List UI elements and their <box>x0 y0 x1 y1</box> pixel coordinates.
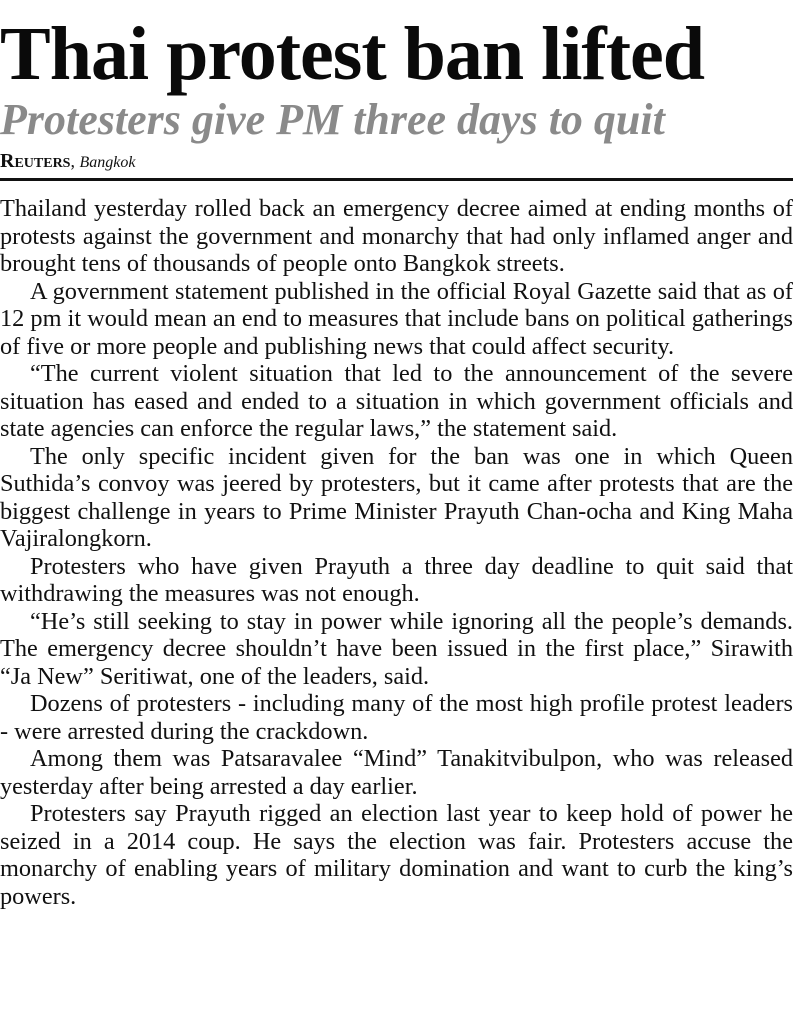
body-paragraph: Among them was Patsaravalee “Mind” Tanakitvibulpon, who was released yesterday after being arrested a day earlier. <box>0 745 793 800</box>
body-paragraph: The only specific incident given for the ban was one in which Queen Suthida’s convoy was jeered by protesters, but it came after protests that are the biggest challenge in years to Prime Minister Prayuth Chan-ocha and King Maha Vajiralongkorn. <box>0 442 793 552</box>
subheadline: Protesters give PM three days to quit <box>0 95 665 144</box>
body-paragraph: A government statement published in the official Royal Gazette said that as of 12 pm it would mean an end to measures that include bans on political gatherings of five or more people and publishing news that could affect security. <box>0 277 793 360</box>
byline-agency: Reuters <box>0 150 71 172</box>
body-paragraph: “He’s still seeking to stay in power while ignoring all the people’s demands. The emergency decree shouldn’t have been issued in the first place,” Sirawith “Ja New” Seritiwat, one of the leaders, said. <box>0 607 793 690</box>
header-divider <box>0 178 793 181</box>
body-paragraph: Thailand yesterday rolled back an emergency decree aimed at ending months of protests against the government and monarchy that had only inflamed anger and brought tens of thousands of people onto Bangkok streets. <box>0 195 793 277</box>
byline-location: Bangkok <box>79 154 136 171</box>
byline-separator: , <box>70 151 75 171</box>
body-paragraph: Dozens of protesters - including many of the most high profile protest leaders - were arrested during the crackdown. <box>0 690 793 745</box>
body-paragraph: Protesters say Prayuth rigged an election last year to keep hold of power he seized in a 2014 coup. He says the election was fair. Protesters accuse the monarchy of enabling years of military domination and want to curb the king’s powers. <box>0 800 793 910</box>
body-paragraph: “The current violent situation that led to the announcement of the severe situation has eased and ended to a situation in which government officials and state agencies can enforce the regular laws,” the statement said. <box>0 360 793 442</box>
article-body <box>0 195 793 910</box>
byline <box>0 150 793 172</box>
headline: Thai protest ban lifted <box>0 12 705 96</box>
body-paragraph: Protesters who have given Prayuth a three day deadline to quit said that withdrawing the measures was not enough. <box>0 552 793 607</box>
